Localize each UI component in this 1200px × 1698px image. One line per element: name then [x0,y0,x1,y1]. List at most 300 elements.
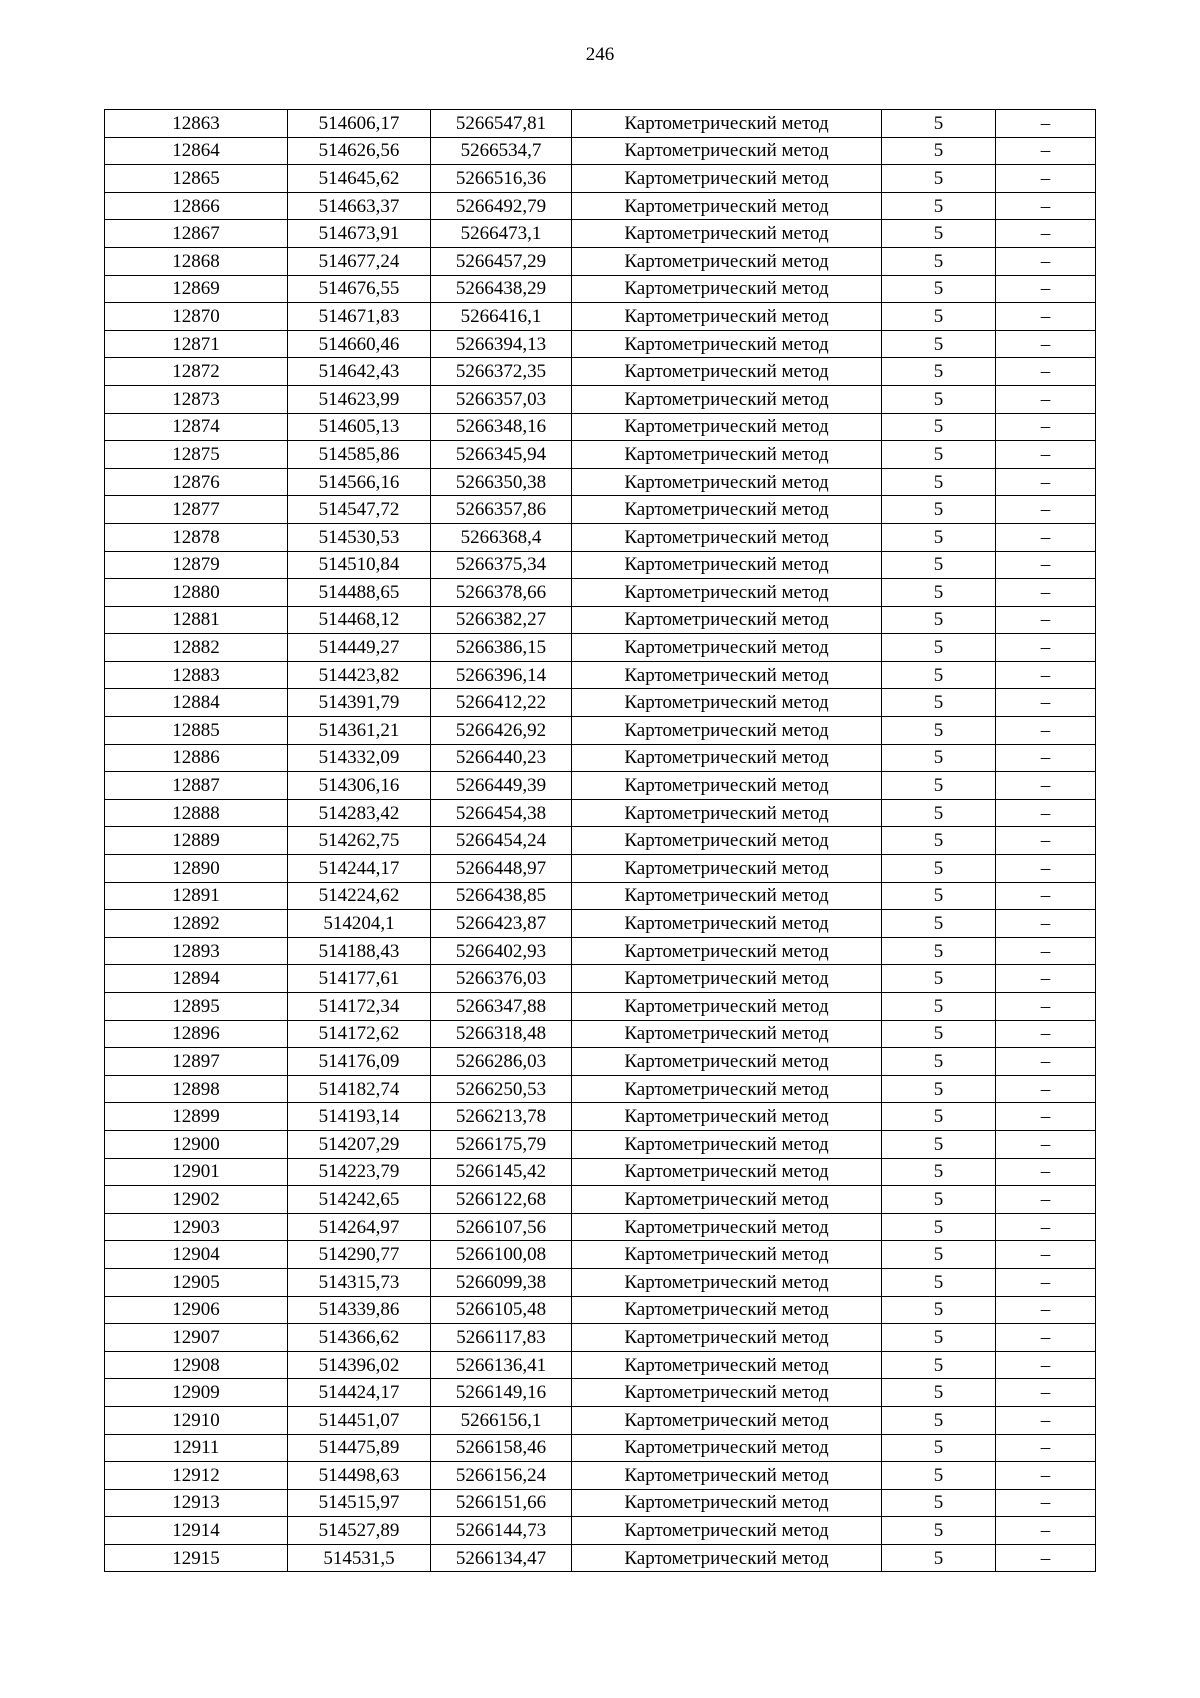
table-row [105,523,1096,551]
accuracy-cell: 5 [882,358,996,386]
coordinates-table-body [105,110,1096,1572]
accuracy-cell: 5 [882,1186,996,1214]
table-row [105,606,1096,634]
x-coordinate-cell: 514223,79 [288,1158,431,1186]
note-cell: – [996,1434,1096,1462]
accuracy-cell: 5 [882,1268,996,1296]
x-coordinate-cell: 514531,5 [288,1544,431,1572]
y-coordinate-cell: 5266378,66 [431,579,572,607]
point-number-cell: 12898 [105,1075,288,1103]
x-coordinate-cell: 514527,89 [288,1517,431,1545]
accuracy-cell: 5 [882,275,996,303]
table-row [105,1158,1096,1186]
y-coordinate-cell: 5266375,34 [431,551,572,579]
y-coordinate-cell: 5266372,35 [431,358,572,386]
x-coordinate-cell: 514676,55 [288,275,431,303]
point-number-cell: 12872 [105,358,288,386]
table-row [105,275,1096,303]
note-cell: – [996,523,1096,551]
x-coordinate-cell: 514315,73 [288,1268,431,1296]
method-cell: Картометрический метод [572,1351,882,1379]
x-coordinate-cell: 514188,43 [288,937,431,965]
table-row [105,1434,1096,1462]
point-number-cell: 12903 [105,1213,288,1241]
point-number-cell: 12870 [105,303,288,331]
method-cell: Картометрический метод [572,413,882,441]
point-number-cell: 12897 [105,1048,288,1076]
note-cell: – [996,1351,1096,1379]
note-cell: – [996,1324,1096,1352]
table-row [105,1048,1096,1076]
note-cell: – [996,137,1096,165]
note-cell: – [996,634,1096,662]
x-coordinate-cell: 514451,07 [288,1406,431,1434]
note-cell: – [996,275,1096,303]
point-number-cell: 12889 [105,827,288,855]
x-coordinate-cell: 514361,21 [288,717,431,745]
accuracy-cell: 5 [882,247,996,275]
table-row [105,772,1096,800]
method-cell: Картометрический метод [572,1517,882,1545]
table-row [105,910,1096,938]
table-row [105,385,1096,413]
method-cell: Картометрический метод [572,1213,882,1241]
note-cell: – [996,303,1096,331]
x-coordinate-cell: 514488,65 [288,579,431,607]
x-coordinate-cell: 514396,02 [288,1351,431,1379]
point-number-cell: 12912 [105,1462,288,1490]
method-cell: Картометрический метод [572,523,882,551]
point-number-cell: 12866 [105,192,288,220]
accuracy-cell: 5 [882,523,996,551]
y-coordinate-cell: 5266534,7 [431,137,572,165]
y-coordinate-cell: 5266107,56 [431,1213,572,1241]
table-row [105,551,1096,579]
point-number-cell: 12881 [105,606,288,634]
point-number-cell: 12879 [105,551,288,579]
method-cell: Картометрический метод [572,1075,882,1103]
point-number-cell: 12880 [105,579,288,607]
x-coordinate-cell: 514172,62 [288,1020,431,1048]
table-row [105,1406,1096,1434]
y-coordinate-cell: 5266368,4 [431,523,572,551]
x-coordinate-cell: 514673,91 [288,220,431,248]
point-number-cell: 12890 [105,855,288,883]
x-coordinate-cell: 514244,17 [288,855,431,883]
y-coordinate-cell: 5266105,48 [431,1296,572,1324]
y-coordinate-cell: 5266122,68 [431,1186,572,1214]
x-coordinate-cell: 514176,09 [288,1048,431,1076]
accuracy-cell: 5 [882,1020,996,1048]
note-cell: – [996,220,1096,248]
method-cell: Картометрический метод [572,1020,882,1048]
note-cell: – [996,192,1096,220]
y-coordinate-cell: 5266448,97 [431,855,572,883]
note-cell: – [996,993,1096,1021]
point-number-cell: 12905 [105,1268,288,1296]
point-number-cell: 12871 [105,330,288,358]
accuracy-cell: 5 [882,717,996,745]
y-coordinate-cell: 5266440,23 [431,744,572,772]
accuracy-cell: 5 [882,385,996,413]
method-cell: Картометрический метод [572,247,882,275]
point-number-cell: 12892 [105,910,288,938]
y-coordinate-cell: 5266492,79 [431,192,572,220]
note-cell: – [996,1379,1096,1407]
x-coordinate-cell: 514449,27 [288,634,431,662]
point-number-cell: 12888 [105,799,288,827]
x-coordinate-cell: 514172,34 [288,993,431,1021]
method-cell: Картометрический метод [572,827,882,855]
x-coordinate-cell: 514515,97 [288,1489,431,1517]
note-cell: – [996,855,1096,883]
point-number-cell: 12902 [105,1186,288,1214]
point-number-cell: 12896 [105,1020,288,1048]
method-cell: Картометрический метод [572,1048,882,1076]
table-row [105,1296,1096,1324]
method-cell: Картометрический метод [572,551,882,579]
x-coordinate-cell: 514207,29 [288,1130,431,1158]
x-coordinate-cell: 514283,42 [288,799,431,827]
note-cell: – [996,772,1096,800]
x-coordinate-cell: 514204,1 [288,910,431,938]
y-coordinate-cell: 5266347,88 [431,993,572,1021]
table-row [105,965,1096,993]
accuracy-cell: 5 [882,1130,996,1158]
note-cell: – [996,1241,1096,1269]
x-coordinate-cell: 514339,86 [288,1296,431,1324]
x-coordinate-cell: 514626,56 [288,137,431,165]
table-row [105,855,1096,883]
y-coordinate-cell: 5266454,38 [431,799,572,827]
accuracy-cell: 5 [882,1048,996,1076]
x-coordinate-cell: 514585,86 [288,441,431,469]
y-coordinate-cell: 5266402,93 [431,937,572,965]
y-coordinate-cell: 5266350,38 [431,468,572,496]
coordinates-table [104,109,1096,1572]
method-cell: Картометрический метод [572,717,882,745]
accuracy-cell: 5 [882,606,996,634]
method-cell: Картометрический метод [572,855,882,883]
table-row [105,882,1096,910]
y-coordinate-cell: 5266438,29 [431,275,572,303]
x-coordinate-cell: 514468,12 [288,606,431,634]
y-coordinate-cell: 5266156,24 [431,1462,572,1490]
note-cell: – [996,744,1096,772]
note-cell: – [996,661,1096,689]
table-row [105,1517,1096,1545]
method-cell: Картометрический метод [572,110,882,138]
method-cell: Картометрический метод [572,910,882,938]
table-row [105,1213,1096,1241]
point-number-cell: 12883 [105,661,288,689]
note-cell: – [996,1296,1096,1324]
method-cell: Картометрический метод [572,799,882,827]
y-coordinate-cell: 5266386,15 [431,634,572,662]
y-coordinate-cell: 5266149,16 [431,1379,572,1407]
point-number-cell: 12886 [105,744,288,772]
note-cell: – [996,441,1096,469]
point-number-cell: 12893 [105,937,288,965]
x-coordinate-cell: 514623,99 [288,385,431,413]
note-cell: – [996,689,1096,717]
note-cell: – [996,1406,1096,1434]
method-cell: Картометрический метод [572,303,882,331]
x-coordinate-cell: 514605,13 [288,413,431,441]
y-coordinate-cell: 5266357,86 [431,496,572,524]
note-cell: – [996,1489,1096,1517]
y-coordinate-cell: 5266426,92 [431,717,572,745]
table-row [105,220,1096,248]
note-cell: – [996,1268,1096,1296]
y-coordinate-cell: 5266423,87 [431,910,572,938]
accuracy-cell: 5 [882,1213,996,1241]
x-coordinate-cell: 514242,65 [288,1186,431,1214]
accuracy-cell: 5 [882,413,996,441]
point-number-cell: 12909 [105,1379,288,1407]
note-cell: – [996,882,1096,910]
x-coordinate-cell: 514391,79 [288,689,431,717]
y-coordinate-cell: 5266144,73 [431,1517,572,1545]
accuracy-cell: 5 [882,192,996,220]
note-cell: – [996,358,1096,386]
note-cell: – [996,606,1096,634]
point-number-cell: 12887 [105,772,288,800]
table-row [105,827,1096,855]
table-row [105,634,1096,662]
table-row [105,1379,1096,1407]
table-row [105,330,1096,358]
table-row [105,744,1096,772]
x-coordinate-cell: 514475,89 [288,1434,431,1462]
accuracy-cell: 5 [882,882,996,910]
table-row [105,1462,1096,1490]
x-coordinate-cell: 514423,82 [288,661,431,689]
point-number-cell: 12864 [105,137,288,165]
method-cell: Картометрический метод [572,772,882,800]
x-coordinate-cell: 514606,17 [288,110,431,138]
accuracy-cell: 5 [882,1379,996,1407]
table-row [105,441,1096,469]
table-row [105,1186,1096,1214]
method-cell: Картометрический метод [572,358,882,386]
point-number-cell: 12885 [105,717,288,745]
x-coordinate-cell: 514424,17 [288,1379,431,1407]
method-cell: Картометрический метод [572,1379,882,1407]
accuracy-cell: 5 [882,661,996,689]
table-row [105,1103,1096,1131]
accuracy-cell: 5 [882,855,996,883]
x-coordinate-cell: 514264,97 [288,1213,431,1241]
y-coordinate-cell: 5266473,1 [431,220,572,248]
table-row [105,165,1096,193]
note-cell: – [996,110,1096,138]
y-coordinate-cell: 5266175,79 [431,1130,572,1158]
x-coordinate-cell: 514366,62 [288,1324,431,1352]
method-cell: Картометрический метод [572,744,882,772]
note-cell: – [996,827,1096,855]
y-coordinate-cell: 5266454,24 [431,827,572,855]
y-coordinate-cell: 5266348,16 [431,413,572,441]
x-coordinate-cell: 514510,84 [288,551,431,579]
note-cell: – [996,496,1096,524]
method-cell: Картометрический метод [572,137,882,165]
method-cell: Картометрический метод [572,1241,882,1269]
y-coordinate-cell: 5266516,36 [431,165,572,193]
x-coordinate-cell: 514642,43 [288,358,431,386]
point-number-cell: 12895 [105,993,288,1021]
x-coordinate-cell: 514290,77 [288,1241,431,1269]
table-row [105,496,1096,524]
note-cell: – [996,1462,1096,1490]
note-cell: – [996,965,1096,993]
method-cell: Картометрический метод [572,1406,882,1434]
y-coordinate-cell: 5266457,29 [431,247,572,275]
point-number-cell: 12915 [105,1544,288,1572]
method-cell: Картометрический метод [572,275,882,303]
method-cell: Картометрический метод [572,1489,882,1517]
x-coordinate-cell: 514677,24 [288,247,431,275]
point-number-cell: 12901 [105,1158,288,1186]
y-coordinate-cell: 5266136,41 [431,1351,572,1379]
note-cell: – [996,1186,1096,1214]
table-row [105,137,1096,165]
y-coordinate-cell: 5266394,13 [431,330,572,358]
y-coordinate-cell: 5266099,38 [431,1268,572,1296]
point-number-cell: 12882 [105,634,288,662]
x-coordinate-cell: 514224,62 [288,882,431,910]
method-cell: Картометрический метод [572,1296,882,1324]
method-cell: Картометрический метод [572,882,882,910]
method-cell: Картометрический метод [572,1130,882,1158]
method-cell: Картометрический метод [572,1158,882,1186]
accuracy-cell: 5 [882,1434,996,1462]
table-row [105,579,1096,607]
x-coordinate-cell: 514663,37 [288,192,431,220]
x-coordinate-cell: 514547,72 [288,496,431,524]
note-cell: – [996,1213,1096,1241]
y-coordinate-cell: 5266213,78 [431,1103,572,1131]
note-cell: – [996,1158,1096,1186]
method-cell: Картометрический метод [572,1103,882,1131]
note-cell: – [996,579,1096,607]
accuracy-cell: 5 [882,910,996,938]
accuracy-cell: 5 [882,689,996,717]
note-cell: – [996,165,1096,193]
y-coordinate-cell: 5266318,48 [431,1020,572,1048]
point-number-cell: 12910 [105,1406,288,1434]
method-cell: Картометрический метод [572,496,882,524]
note-cell: – [996,937,1096,965]
note-cell: – [996,330,1096,358]
method-cell: Картометрический метод [572,1186,882,1214]
y-coordinate-cell: 5266438,85 [431,882,572,910]
y-coordinate-cell: 5266145,42 [431,1158,572,1186]
point-number-cell: 12867 [105,220,288,248]
accuracy-cell: 5 [882,1462,996,1490]
point-number-cell: 12907 [105,1324,288,1352]
accuracy-cell: 5 [882,1351,996,1379]
method-cell: Картометрический метод [572,1268,882,1296]
table-row [105,247,1096,275]
accuracy-cell: 5 [882,744,996,772]
accuracy-cell: 5 [882,1075,996,1103]
accuracy-cell: 5 [882,165,996,193]
note-cell: – [996,468,1096,496]
point-number-cell: 12906 [105,1296,288,1324]
point-number-cell: 12911 [105,1434,288,1462]
point-number-cell: 12873 [105,385,288,413]
y-coordinate-cell: 5266357,03 [431,385,572,413]
accuracy-cell: 5 [882,1517,996,1545]
point-number-cell: 12875 [105,441,288,469]
note-cell: – [996,1130,1096,1158]
method-cell: Картометрический метод [572,385,882,413]
accuracy-cell: 5 [882,1489,996,1517]
x-coordinate-cell: 514566,16 [288,468,431,496]
accuracy-cell: 5 [882,634,996,662]
table-row [105,937,1096,965]
table-row [105,1130,1096,1158]
point-number-cell: 12913 [105,1489,288,1517]
y-coordinate-cell: 5266416,1 [431,303,572,331]
accuracy-cell: 5 [882,1406,996,1434]
note-cell: – [996,1075,1096,1103]
point-number-cell: 12874 [105,413,288,441]
method-cell: Картометрический метод [572,192,882,220]
method-cell: Картометрический метод [572,1544,882,1572]
accuracy-cell: 5 [882,468,996,496]
y-coordinate-cell: 5266286,03 [431,1048,572,1076]
method-cell: Картометрический метод [572,579,882,607]
table-row [105,303,1096,331]
x-coordinate-cell: 514262,75 [288,827,431,855]
y-coordinate-cell: 5266151,66 [431,1489,572,1517]
note-cell: – [996,1517,1096,1545]
accuracy-cell: 5 [882,993,996,1021]
method-cell: Картометрический метод [572,606,882,634]
accuracy-cell: 5 [882,1324,996,1352]
point-number-cell: 12869 [105,275,288,303]
table-row [105,413,1096,441]
table-row [105,717,1096,745]
point-number-cell: 12878 [105,523,288,551]
accuracy-cell: 5 [882,579,996,607]
table-row [105,1241,1096,1269]
note-cell: – [996,1048,1096,1076]
table-row [105,1351,1096,1379]
table-row [105,799,1096,827]
note-cell: – [996,1020,1096,1048]
accuracy-cell: 5 [882,551,996,579]
accuracy-cell: 5 [882,1103,996,1131]
accuracy-cell: 5 [882,303,996,331]
accuracy-cell: 5 [882,937,996,965]
method-cell: Картометрический метод [572,689,882,717]
method-cell: Картометрический метод [572,937,882,965]
table-row [105,993,1096,1021]
y-coordinate-cell: 5266156,1 [431,1406,572,1434]
table-row [105,1544,1096,1572]
point-number-cell: 12884 [105,689,288,717]
accuracy-cell: 5 [882,137,996,165]
y-coordinate-cell: 5266117,83 [431,1324,572,1352]
point-number-cell: 12900 [105,1130,288,1158]
x-coordinate-cell: 514645,62 [288,165,431,193]
accuracy-cell: 5 [882,1241,996,1269]
table-row [105,468,1096,496]
point-number-cell: 12868 [105,247,288,275]
